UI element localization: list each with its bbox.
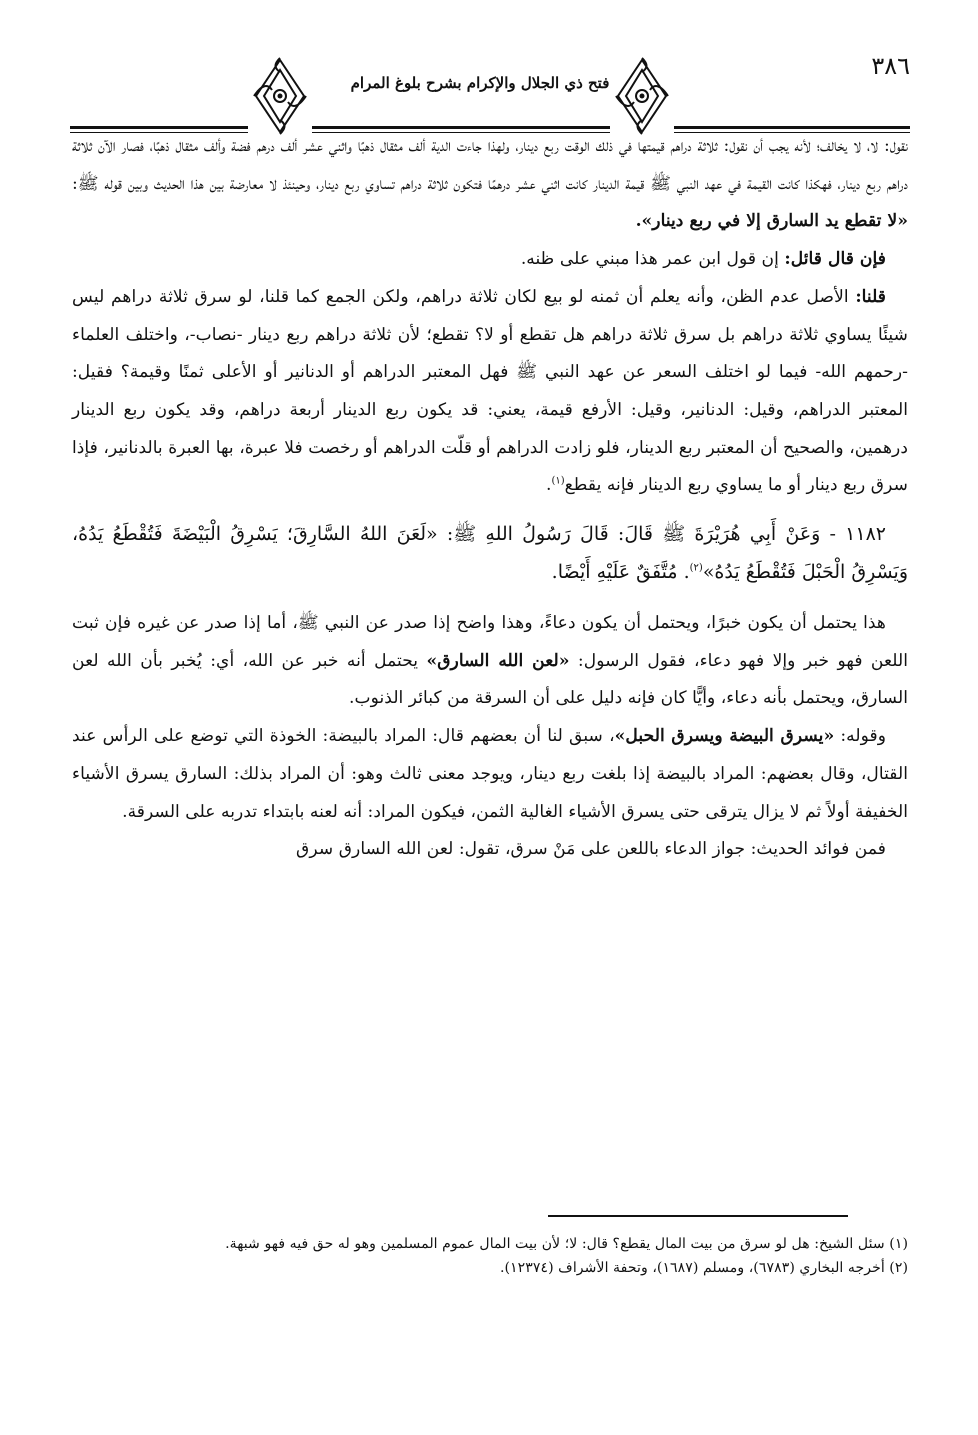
paragraph-lead: وقوله: bbox=[840, 726, 887, 747]
hadith-quote: «لعن الله السارق» bbox=[426, 650, 570, 671]
footnote: (١) سئل الشيخ: هل لو سرق من بيت المال يقطع؟ قال: لا؛ لأن بيت المال عموم المسلمين وهو له حق فيه فهو شبهة. bbox=[225, 1236, 908, 1252]
page-header bbox=[70, 44, 910, 122]
paragraph-text: نقول: لا، لا يخالف؛ لأنه يجب أن نقول: ثلاثة دراهم قيمتها في ذلك الوقت ربع دينار، ولهذا جاءت الدية ألف مثقال ذهبًا واثني عشر ألف درهم فضة وألف مثقال ذهبًا، فصار الآن ثلاثة دراهم ربع دينار، فهكذا كانت القيمة في عهد النبي ﷺ قيمة الدينار كانت اثني عشر درهمًا فتكون ثلاثة دراهم تساوي ربع دينار، وحينئذ لا معارضة بين هذا الحديث وبين قوله ﷺ: bbox=[72, 136, 908, 194]
paragraph-text: فمن فوائد الحديث: جواز الدعاء باللعن على مَنْ سرق، تقول: لعن الله السارق سرق bbox=[296, 839, 886, 860]
hadith-quote: «لا تقطع يد السارق إلا في ربع دينار». bbox=[635, 211, 908, 232]
paragraph bbox=[72, 241, 908, 279]
paragraph bbox=[72, 279, 908, 505]
paragraph bbox=[72, 718, 908, 831]
paragraph bbox=[72, 831, 908, 869]
paragraph-lead: قلنا: bbox=[855, 286, 887, 307]
body-text bbox=[72, 128, 908, 869]
hadith-quote: «يسرق البيضة ويسرق الحبل» bbox=[614, 726, 835, 747]
hadith-text bbox=[72, 515, 908, 591]
ornament-icon bbox=[248, 54, 312, 138]
paragraph-text: ، سبق لنا أن بعضهم قال: المراد بالبيضة: الخوذة التي توضع على الرأس عند القتال، وقال بعضهم: المراد بالبيضة إذا بلغت ربع دينار، ويوجد معنى ثالث وهو: أن المراد بذلك: السارق يسرق الأشياء الخفيفة أولاً ثم لا يزال يترقى حتى يسرق الأشياء الغالية الثمن، فيكون المراد: أنه لعنه بابتداء تدربه على السرقة. bbox=[72, 726, 908, 822]
paragraph-lead: فإن قال قائل: bbox=[784, 249, 886, 270]
page-number: ٣٨٦ bbox=[871, 52, 910, 80]
paragraph-text: يحتمل أنه خبر عن الله، أي: يُخبر بأن الله لعن السارق، ويحتمل بأنه دعاء، وأيًّا كان فإنه دليل على أن السرقة من كبائر الذنوب. bbox=[72, 650, 908, 709]
hadith-source: . مُتَّفَقٌ عَلَيْهِ أَيْضًا. bbox=[551, 561, 690, 584]
paragraph-text: الأصل عدم الظن، وأنه يعلم أن ثمنه لو بيع لكان ثلاثة دراهم، ولكن الجمع كما قلنا، لو سرق ثلاثة دراهم ليس شيئًا يساوي ثلاثة دراهم بل سرق ثلاثة دراهم هل تقطع أو لا؟ تقطع؛ لأن ثلاثة دراهم ربع دينار -نصاب-، واختلف العلماء -رحمهم الله- فيما لو اختلف السعر عن عهد النبي ﷺ فهل المعتبر الدراهم أو الدنانير أو الأعلى ثمنًا وقيمة؟ فقيل: المعتبر الدراهم، وقيل: الدنانير، وقيل: الأرفع قيمة، يعني: قد يكون ربع الدينار أربعة دراهم، وقد يكون ربع الدينار درهمين، والصحيح أن المعتبر ربع الدينار، فلو زادت الدراهم أو قلّت الدراهم أو رخصت فلا عبرة، بها العبرة بالدنانير، فإذا سرق ربع دينار أو ما يساوي ربع الدينار فإنه يقطع bbox=[72, 286, 908, 496]
running-title: فتح ذي الجلال والإكرام بشرح بلوغ المرام bbox=[350, 74, 610, 92]
paragraph bbox=[72, 128, 908, 241]
paragraph-text: إن قول ابن عمر هذا مبني على ظنه. bbox=[520, 249, 779, 270]
paragraph-text: هذا يحتمل أن يكون خبرًا، ويحتمل أن يكون دعاءً، وهذا واضح إذا صدر عن النبي ﷺ، أما إذا صدر عن غيره فإن ثبت اللعن فهو خبر وإلا فهو دعاء، فقول الرسول: bbox=[72, 613, 908, 671]
paragraph bbox=[72, 605, 908, 718]
footnote-ref[interactable]: (٢) bbox=[689, 562, 703, 574]
footnote-separator bbox=[548, 1215, 848, 1217]
paragraph-text: . bbox=[545, 475, 552, 496]
footnotes bbox=[72, 1232, 908, 1280]
ornament-icon bbox=[610, 54, 674, 138]
footnote: (٢) أخرجه البخاري (٦٧٨٣)، ومسلم (١٦٨٧)، وتحفة الأشراف (١٢٣٧٤). bbox=[499, 1260, 908, 1276]
footnote-ref[interactable]: (١) bbox=[551, 475, 565, 487]
hadith-body: ١١٨٢ - وَعَنْ أَبِي هُرَيْرَةَ ﷺ قَالَ: قَالَ رَسُولُ اللهِ ﷺ: «لَعَنَ اللهُ السَّارِقَ؛ يَسْرِقُ الْبَيْضَةَ فَتُقْطَعُ يَدُهُ، وَيَسْرِقُ الْحَبْلَ فَتُقْطَعُ يَدُهُ» bbox=[72, 523, 908, 584]
